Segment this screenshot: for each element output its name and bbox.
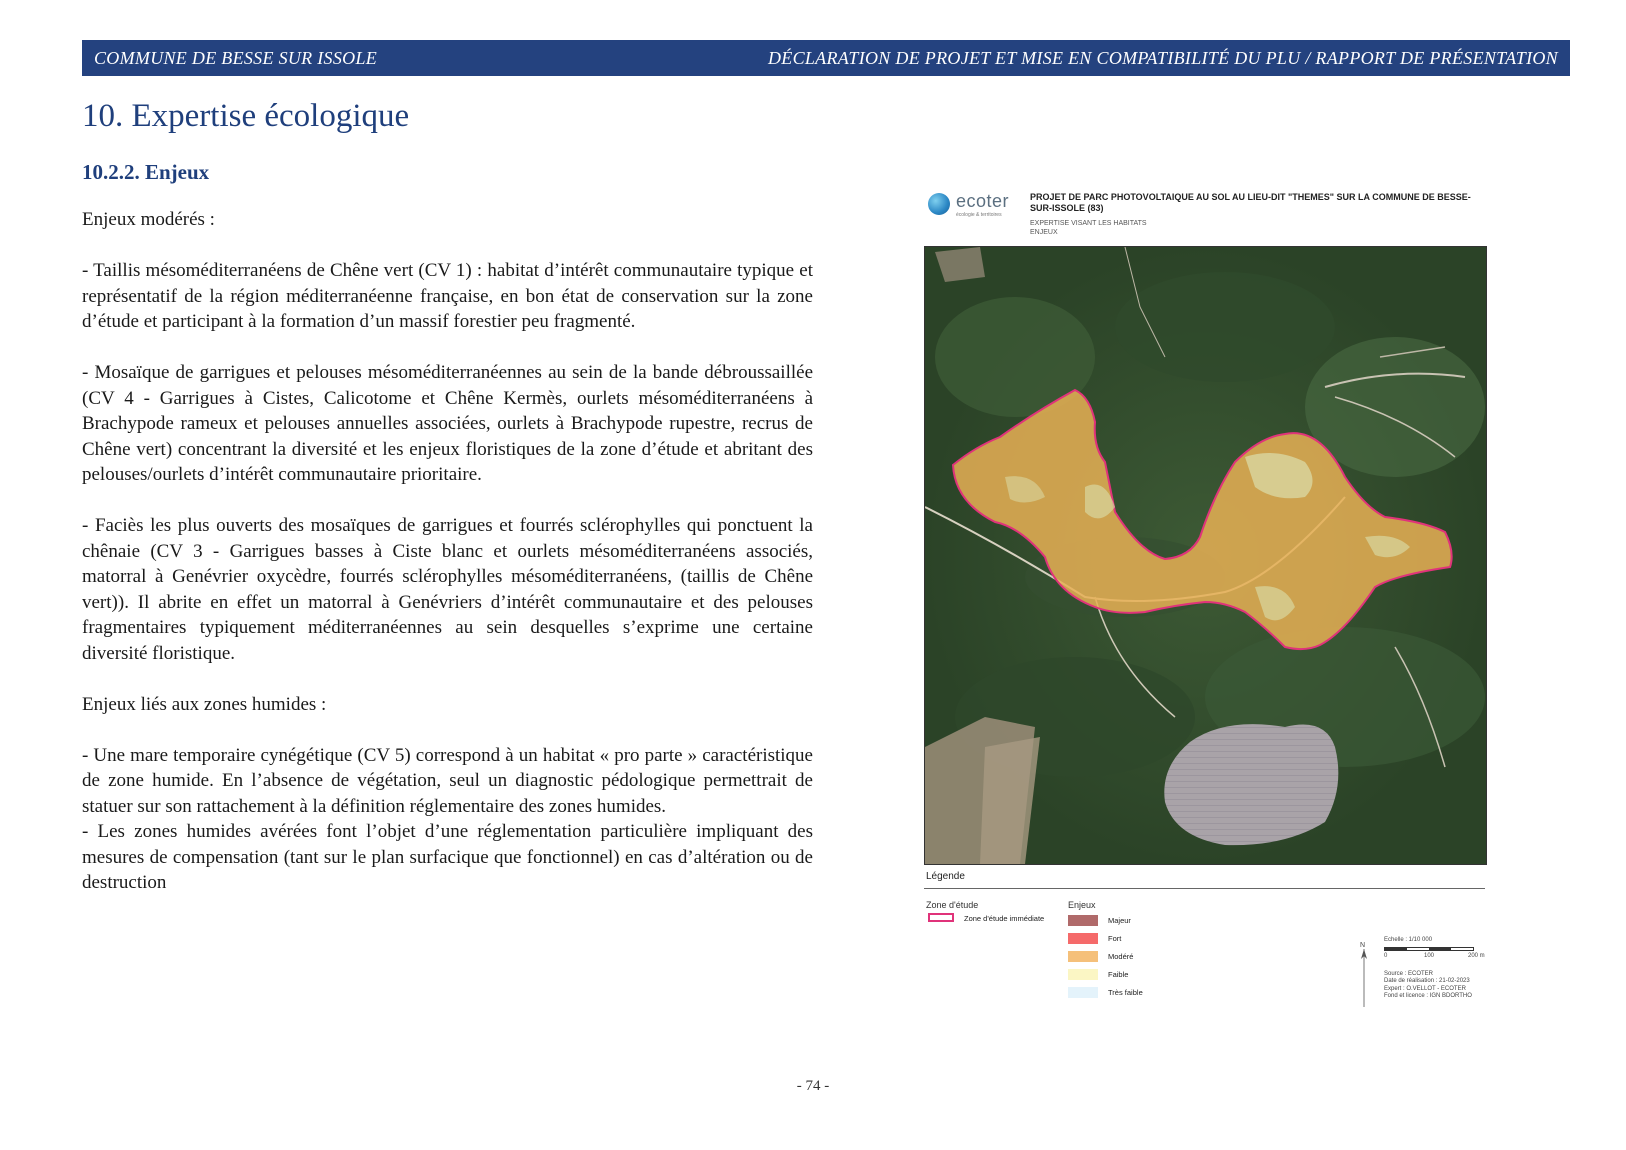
source-line: Fond et licence : IGN BDORTHO [1384,993,1472,1000]
scale-tick: 200 m [1468,953,1485,959]
source-line: Expert : O.VELLOT - ECOTER [1384,985,1466,992]
map-figure [924,183,1489,1013]
legend-zone-heading: Zone d'étude [926,900,979,910]
legend-label: Faible [1108,970,1129,979]
scale-label: Echelle : 1/10 000 [1384,937,1433,943]
body-text [82,207,813,921]
paragraph: - Les zones humides avérées font l’objet d’une réglementation particulière impliquant des mesures de compensation (tant sur le plan surfacique que fonctionnel) en cas d’altération ou de destruction [82,821,813,893]
legend-swatch [1068,933,1098,944]
ecoter-logo [928,191,1016,223]
map-source [1384,971,1472,1001]
paragraph: Enjeux modérés : [82,209,215,230]
scale-bar [1384,947,1474,951]
scale-block [1359,937,1489,1012]
legend-zone-swatch [928,913,954,922]
legend-label: Majeur [1108,916,1131,925]
legend-title: Légende [926,871,965,882]
legend-label: Fort [1108,934,1122,943]
aerial-map-image [925,247,1486,864]
map-subtitle: ENJEUX [1030,229,1058,236]
source-line: Date de réalisation : 21-02-2023 [1384,978,1470,985]
header-commune: COMMUNE DE BESSE SUR ISSOLE [94,47,378,68]
section-subtitle: 10.2.2. Enjeux [82,160,210,184]
legend-swatch [1068,951,1098,962]
north-arrow-icon [1359,939,1369,1009]
logo-circle-icon [928,193,950,215]
legend-swatch [1068,969,1098,980]
legend-swatch [1068,915,1098,926]
header-document: DÉCLARATION DE PROJET ET MISE EN COMPATIBILITÉ DU PLU / RAPPORT DE PRÉSENTATION [767,47,1558,68]
paragraph: - Mosaïque de garrigues et pelouses mésoméditerranéennes au sein de la bande débroussaillée (CV 4 - Garrigues à Cistes, Calicotome et Chêne Kermès, ourlets mésoméditerranéens à Brachypode rameux et pelouses annuelles associées, ourlets à Brachypode rupestre, recrus de Chêne vert) concentrant la diversité et les enjeux floristiques de la zone d’étude et abritant des pelouses/ourlets d’intérêt communautaire prioritaire. [82,362,813,485]
page-title: 10. Expertise écologique [82,98,410,134]
legend-label: Très faible [1108,988,1143,997]
paragraph: Enjeux liés aux zones humides : [82,693,327,715]
legend-swatch [1068,987,1098,998]
map-title: PROJET DE PARC PHOTOVOLTAIQUE AU SOL AU LIEU-DIT "THEMES" SUR LA COMMUNE DE BESSE-SUR-ISSOLE (83) [1030,192,1471,213]
source-line: Source : ECOTER [1384,971,1434,977]
legend-enjeux-heading: Enjeux [1068,900,1096,910]
paragraph: - Taillis mésoméditerranéens de Chêne vert (CV 1) : habitat d’intérêt communautaire typique et représentatif de la région méditerranéenne française, en bon état de conservation sur la zone d’étude et participant à la formation d’un massif forestier peu fragmenté. [82,260,813,332]
legend-divider [924,888,1485,889]
map-subtitle: EXPERTISE VISANT LES HABITATS [1030,220,1147,227]
header-bar [82,40,1570,76]
page-number: - 74 - [796,1078,830,1094]
svg-text:N: N [1360,942,1366,949]
legend-zone-label: Zone d'étude immédiate [964,914,1045,923]
scale-tick: 100 [1424,953,1435,959]
map-header [924,183,1489,243]
logo-tagline: écologie & territoires [956,212,1002,218]
paragraph: - Une mare temporaire cynégétique (CV 5) correspond à un habitat « pro parte » caractéristique de zone humide. En l’absence de végétation, seul un diagnostic pédologique permettrait de statuer sur son rattachement à la définition réglementaire des zones humides. [82,744,813,817]
aerial-map [924,246,1487,865]
scale-tick: 0 [1384,953,1388,959]
logo-wordmark: ecoter [956,191,1010,211]
legend-label: Modéré [1108,952,1134,961]
paragraph: - Faciès les plus ouverts des mosaïques de garrigues et fourrés sclérophylles qui ponctuent la chênaie (CV 3 - Garrigues basses à Ciste blanc et ourlets mésoméditerranéens associés, matorral à Genévrier oxycèdre, fourrés sclérophylles mésoméditerranéens, (taillis de Chêne vert)). Il abrite en effet un matorral à Genévriers d’intérêt communautaire et des pelouses fragmentaires typiquement méditerranéennes au sein desquelles s’exprime une certaine diversité floristique. [82,515,813,664]
